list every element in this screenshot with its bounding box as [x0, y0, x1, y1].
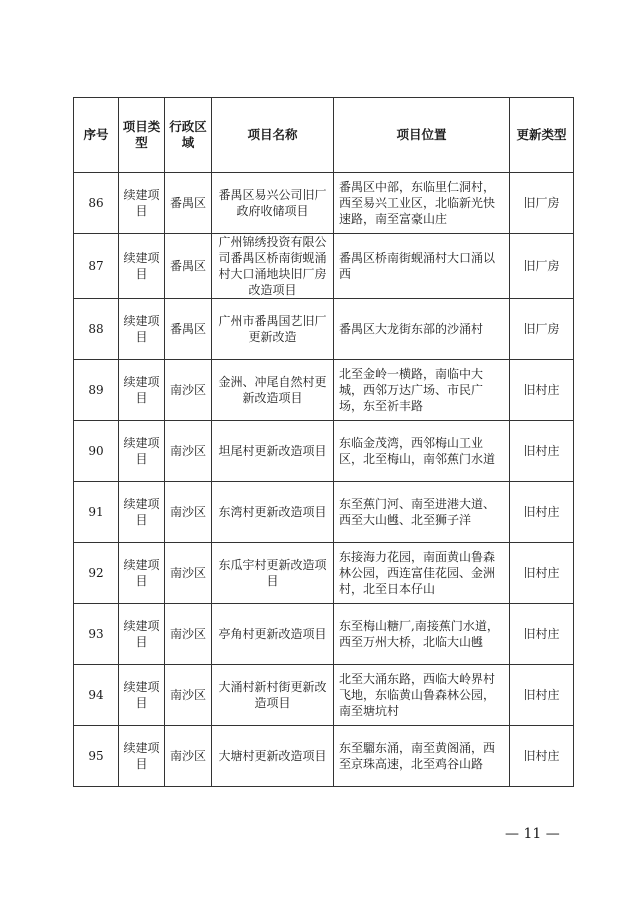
cell-district: 南沙区: [165, 421, 212, 482]
header-renewal-type: 更新类型: [510, 98, 574, 173]
cell-location: 东接海力花园，南面黄山鲁森林公园，西连富佳花园、金洲村，北至日本仔山: [334, 543, 510, 604]
cell-project-type: 续建项目: [119, 604, 165, 665]
cell-renewal-type: 旧村庄: [510, 482, 574, 543]
cell-district: 南沙区: [165, 604, 212, 665]
cell-renewal-type: 旧村庄: [510, 726, 574, 787]
cell-renewal-type: 旧村庄: [510, 543, 574, 604]
cell-location: 东临金茂湾，西邻梅山工业区，北至梅山，南邻蕉门水道: [334, 421, 510, 482]
page-number: — 11 —: [505, 826, 560, 842]
cell-name: 东瓜宇村更新改造项目: [212, 543, 334, 604]
cell-no: 90: [74, 421, 119, 482]
cell-renewal-type: 旧厂房: [510, 234, 574, 299]
table-row: [74, 482, 574, 543]
cell-renewal-type: 旧厂房: [510, 173, 574, 234]
cell-name: 亭角村更新改造项目: [212, 604, 334, 665]
cell-project-type: 续建项目: [119, 482, 165, 543]
cell-name: 东湾村更新改造项目: [212, 482, 334, 543]
cell-location: 东至蕉门河、南至进港大道、西至大山乸、北至狮子洋: [334, 482, 510, 543]
cell-no: 93: [74, 604, 119, 665]
cell-district: 南沙区: [165, 543, 212, 604]
table-row: [74, 360, 574, 421]
table-row: [74, 604, 574, 665]
cell-name: 大涌村新村街更新改造项目: [212, 665, 334, 726]
cell-name: 大塘村更新改造项目: [212, 726, 334, 787]
cell-location: 番禺区大龙街东部的沙涌村: [334, 299, 510, 360]
cell-renewal-type: 旧村庄: [510, 604, 574, 665]
cell-project-type: 续建项目: [119, 543, 165, 604]
table-row: [74, 726, 574, 787]
table-row: [74, 543, 574, 604]
cell-district: 番禺区: [165, 299, 212, 360]
table-row: [74, 421, 574, 482]
cell-renewal-type: 旧厂房: [510, 299, 574, 360]
cell-district: 南沙区: [165, 665, 212, 726]
table-row: [74, 173, 574, 234]
table-row: [74, 234, 574, 299]
cell-district: 南沙区: [165, 726, 212, 787]
cell-name: 金洲、冲尾自然村更新改造项目: [212, 360, 334, 421]
cell-location: 北至大涌东路，西临大岭界村飞地，东临黄山鲁森林公园，南至塘坑村: [334, 665, 510, 726]
cell-no: 92: [74, 543, 119, 604]
cell-location: 东至騮东涌，南至黄阁涌，西至京珠高速，北至鸡谷山路: [334, 726, 510, 787]
cell-district: 南沙区: [165, 360, 212, 421]
cell-name: 广州锦绣投资有限公司番禺区桥南街蚬涌村大口涌地块旧厂房改造项目: [212, 234, 334, 299]
cell-project-type: 续建项目: [119, 299, 165, 360]
cell-project-type: 续建项目: [119, 173, 165, 234]
cell-name: 广州市番禺国艺旧厂更新改造: [212, 299, 334, 360]
cell-project-type: 续建项目: [119, 421, 165, 482]
cell-no: 94: [74, 665, 119, 726]
header-no: 序号: [74, 98, 119, 173]
cell-renewal-type: 旧村庄: [510, 665, 574, 726]
cell-location: 番禺区中部，东临里仁洞村，西至易兴工业区，北临新光快速路，南至富豪山庄: [334, 173, 510, 234]
cell-location: 北至金岭一横路，南临中大城，西邻万达广场、市民广场，东至祈丰路: [334, 360, 510, 421]
cell-location: 番禺区桥南街蚬涌村大口涌以西: [334, 234, 510, 299]
cell-district: 番禺区: [165, 234, 212, 299]
cell-district: 南沙区: [165, 482, 212, 543]
header-location: 项目位置: [334, 98, 510, 173]
cell-no: 88: [74, 299, 119, 360]
table-row: [74, 299, 574, 360]
cell-project-type: 续建项目: [119, 726, 165, 787]
cell-renewal-type: 旧村庄: [510, 360, 574, 421]
cell-no: 91: [74, 482, 119, 543]
cell-no: 87: [74, 234, 119, 299]
table-row: [74, 665, 574, 726]
cell-district: 番禺区: [165, 173, 212, 234]
cell-project-type: 续建项目: [119, 234, 165, 299]
header-project-type: 项目类型: [119, 98, 165, 173]
cell-name: 坦尾村更新改造项目: [212, 421, 334, 482]
header-district: 行政区域: [165, 98, 212, 173]
cell-renewal-type: 旧村庄: [510, 421, 574, 482]
cell-project-type: 续建项目: [119, 665, 165, 726]
cell-location: 东至梅山糖厂,南接蕉门水道，西至万州大桥，北临大山乸: [334, 604, 510, 665]
cell-no: 89: [74, 360, 119, 421]
cell-no: 86: [74, 173, 119, 234]
cell-no: 95: [74, 726, 119, 787]
cell-project-type: 续建项目: [119, 360, 165, 421]
header-name: 项目名称: [212, 98, 334, 173]
cell-name: 番禺区易兴公司旧厂政府收储项目: [212, 173, 334, 234]
table-header-row: [74, 98, 574, 173]
project-table: [73, 97, 574, 787]
